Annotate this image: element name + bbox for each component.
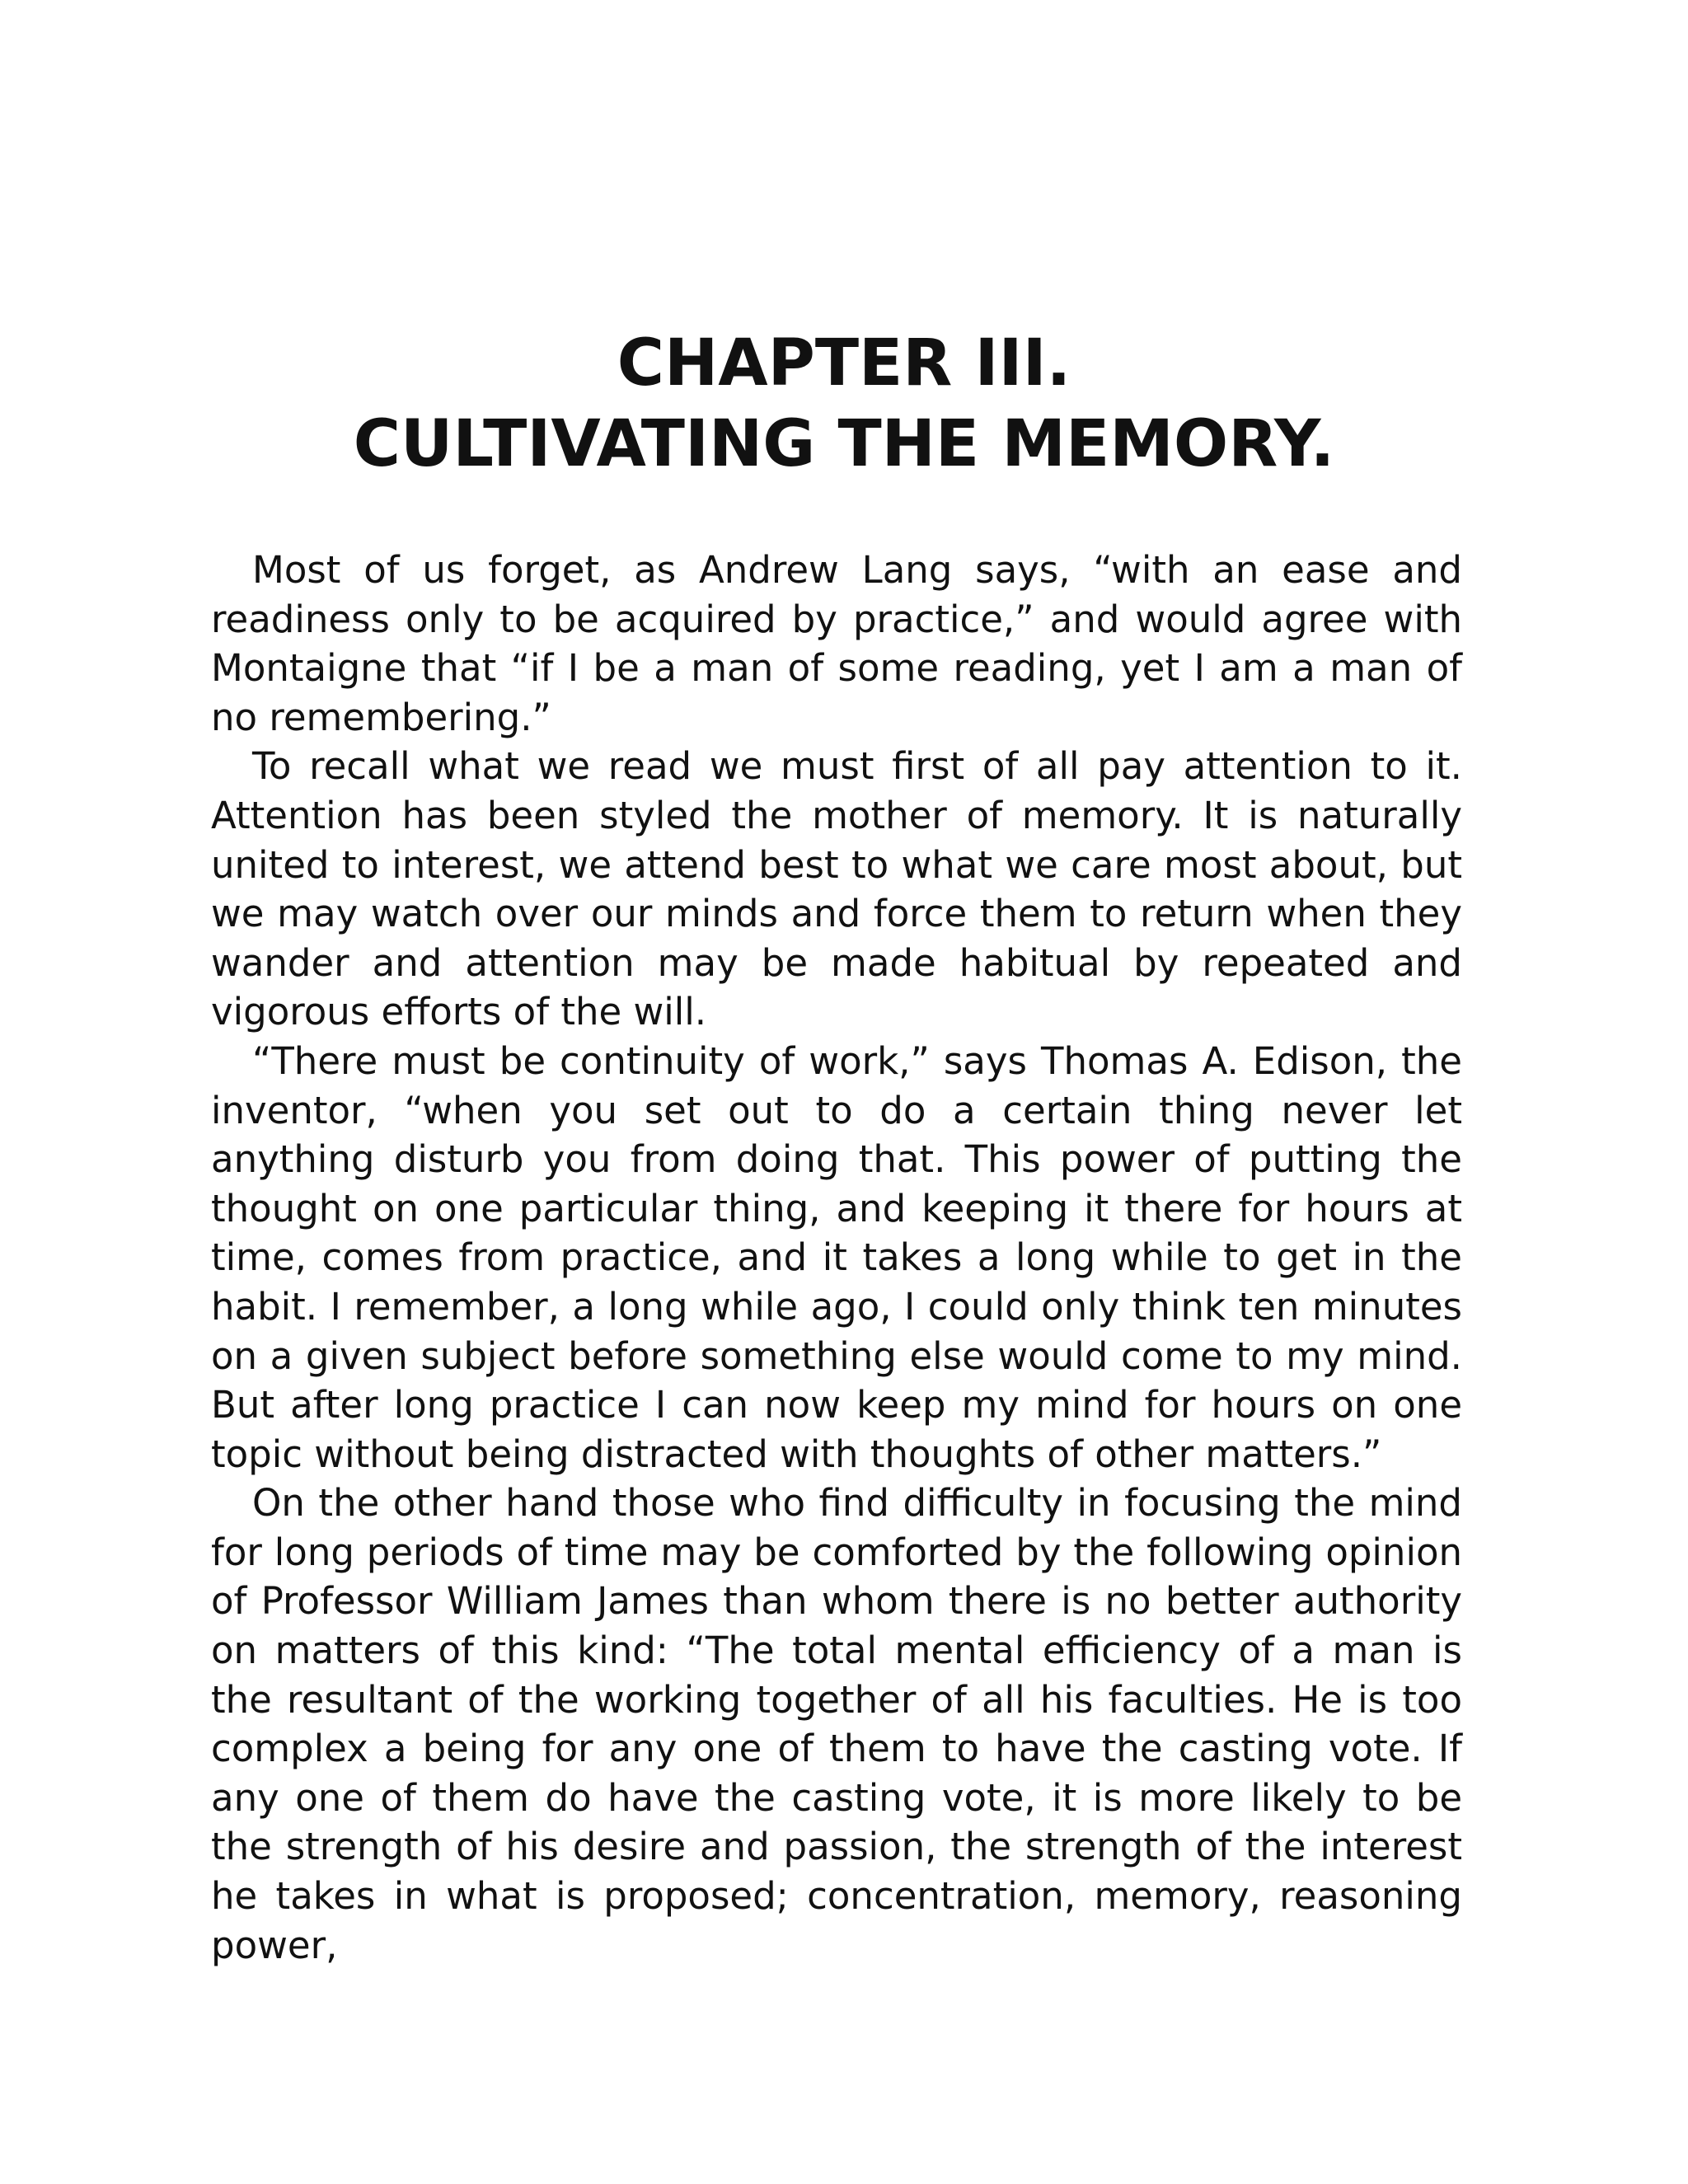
paragraph-3: “There must be continuity of work,” says Thomas A. Edison, the inventor, “when you set out to do a certain thing never let anything disturb you from doing that. This power of putting the thought on one particular thing, and keeping it there for hours at time, comes from practice, and it takes a long while to get in the habit. I remember, a long while ago, I could only think ten minutes on a given subject before something else would come to my mind. But after long practice I can now keep my mind for hours on one topic without being distracted with thoughts of other matters.” (211, 1038, 1462, 1476)
paragraph-2: To recall what we read we must first of all pay attention to it. Attention has been styled the mother of memory. It is naturally united to interest, we attend best to what we care most about, but we may watch over our minds and force them to return when they wander and attention may be made habitual by repeated and vigorous efforts of the will. (211, 744, 1462, 1034)
chapter-body (211, 546, 1462, 1970)
paragraph-4: On the other hand those who find difficulty in focusing the mind for long periods of time may be comforted by the following opinion of Professor William James than whom there is no better authority on matters of this kind: “The total mental efficiency of a man is the resultant of the working together of all his faculties. He is too complex a being for any one of them to have the casting vote. If any one of them do have the casting vote, it is more likely to be the strength of his desire and passion, the strength of the interest he takes in what is proposed; concentration, memory, reasoning power, (211, 1481, 1462, 1967)
chapter-title: CULTIVATING THE MEMORY. (353, 407, 1335, 481)
chapter-heading (0, 323, 1688, 485)
paragraph-1: Most of us forget, as Andrew Lang says, “with an ease and readiness only to be acquired by practice,” and would agree with Montaigne that “if I be a man of some reading, yet I am a man of no remembering.” (211, 548, 1462, 739)
chapter-number: CHAPTER III. (617, 326, 1071, 401)
